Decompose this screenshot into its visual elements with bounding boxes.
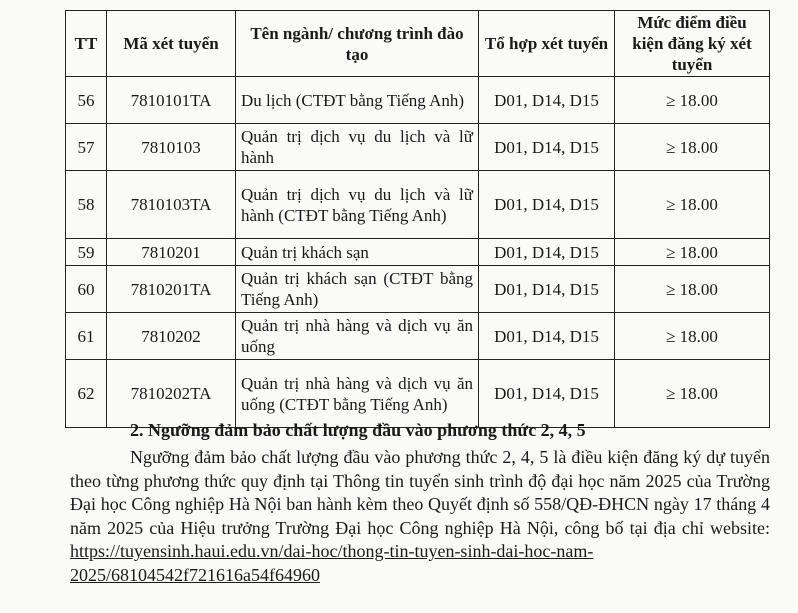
row-combo: D01, D14, D15 [479, 77, 615, 124]
row-score: ≥ 18.00 [615, 239, 770, 266]
row-name: Quản trị nhà hàng và dịch vụ ăn uống [236, 313, 479, 360]
row-score: ≥ 18.00 [615, 360, 770, 428]
row-combo: D01, D14, D15 [479, 360, 615, 428]
table-row [66, 124, 770, 171]
row-name: Du lịch (CTĐT bằng Tiếng Anh) [236, 77, 479, 124]
row-code: 7810202TA [107, 360, 236, 428]
table-row [66, 77, 770, 124]
table-row [66, 313, 770, 360]
row-name: Quản trị dịch vụ du lịch và lữ hành (CTĐT bằng Tiếng Anh) [236, 171, 479, 239]
section-paragraph [70, 446, 770, 587]
row-combo: D01, D14, D15 [479, 239, 615, 266]
header-tt: TT [66, 11, 107, 77]
row-code: 7810201TA [107, 266, 236, 313]
row-score: ≥ 18.00 [615, 313, 770, 360]
row-tt: 61 [66, 313, 107, 360]
row-name: Quản trị nhà hàng và dịch vụ ăn uống (CTĐT bằng Tiếng Anh) [236, 360, 479, 428]
row-score: ≥ 18.00 [615, 266, 770, 313]
table-row [66, 266, 770, 313]
header-combo: Tổ hợp xét tuyển [479, 11, 615, 77]
table-header-row [66, 11, 770, 77]
table-row [66, 360, 770, 428]
header-code: Mã xét tuyển [107, 11, 236, 77]
row-score: ≥ 18.00 [615, 171, 770, 239]
row-tt: 58 [66, 171, 107, 239]
header-score: Mức điểm điều kiện đăng ký xét tuyển [615, 11, 770, 77]
section-heading: 2. Ngưỡng đảm bảo chất lượng đầu vào phương thức 2, 4, 5 [130, 420, 586, 440]
row-score: ≥ 18.00 [615, 77, 770, 124]
row-tt: 56 [66, 77, 107, 124]
paragraph-text: Ngưỡng đảm bảo chất lượng đầu vào phương thức 2, 4, 5 là điều kiện đăng ký dự tuyển theo từng phương thức quy định tại Thông tin tuyển sinh trình độ đại học năm 2025 của Trường Đại học Công nghiệp Hà Nội ban hành kèm theo Quyết định số 558/QĐ-ĐHCN ngày 17 tháng 4 năm 2025 của Hiệu trưởng Trường Đại học Công nghiệp Hà Nội, công bố tại địa chỉ website: [70, 447, 770, 538]
row-tt: 62 [66, 360, 107, 428]
admission-table [65, 10, 770, 428]
row-name: Quản trị dịch vụ du lịch và lữ hành [236, 124, 479, 171]
row-tt: 59 [66, 239, 107, 266]
row-combo: D01, D14, D15 [479, 124, 615, 171]
row-code: 7810201 [107, 239, 236, 266]
row-combo: D01, D14, D15 [479, 266, 615, 313]
table-row [66, 171, 770, 239]
row-combo: D01, D14, D15 [479, 313, 615, 360]
website-link[interactable]: https://tuyensinh.haui.edu.vn/dai-hoc/thong-tin-tuyen-sinh-dai-hoc-nam-2025/68104542f721616a54f64960 [70, 541, 594, 585]
row-combo: D01, D14, D15 [479, 171, 615, 239]
table-row [66, 239, 770, 266]
row-code: 7810101TA [107, 77, 236, 124]
row-code: 7810202 [107, 313, 236, 360]
row-name: Quản trị khách sạn (CTĐT bằng Tiếng Anh) [236, 266, 479, 313]
row-tt: 57 [66, 124, 107, 171]
row-score: ≥ 18.00 [615, 124, 770, 171]
row-code: 7810103TA [107, 171, 236, 239]
row-name: Quản trị khách sạn [236, 239, 479, 266]
row-code: 7810103 [107, 124, 236, 171]
header-name: Tên ngành/ chương trình đào tạo [236, 11, 479, 77]
row-tt: 60 [66, 266, 107, 313]
